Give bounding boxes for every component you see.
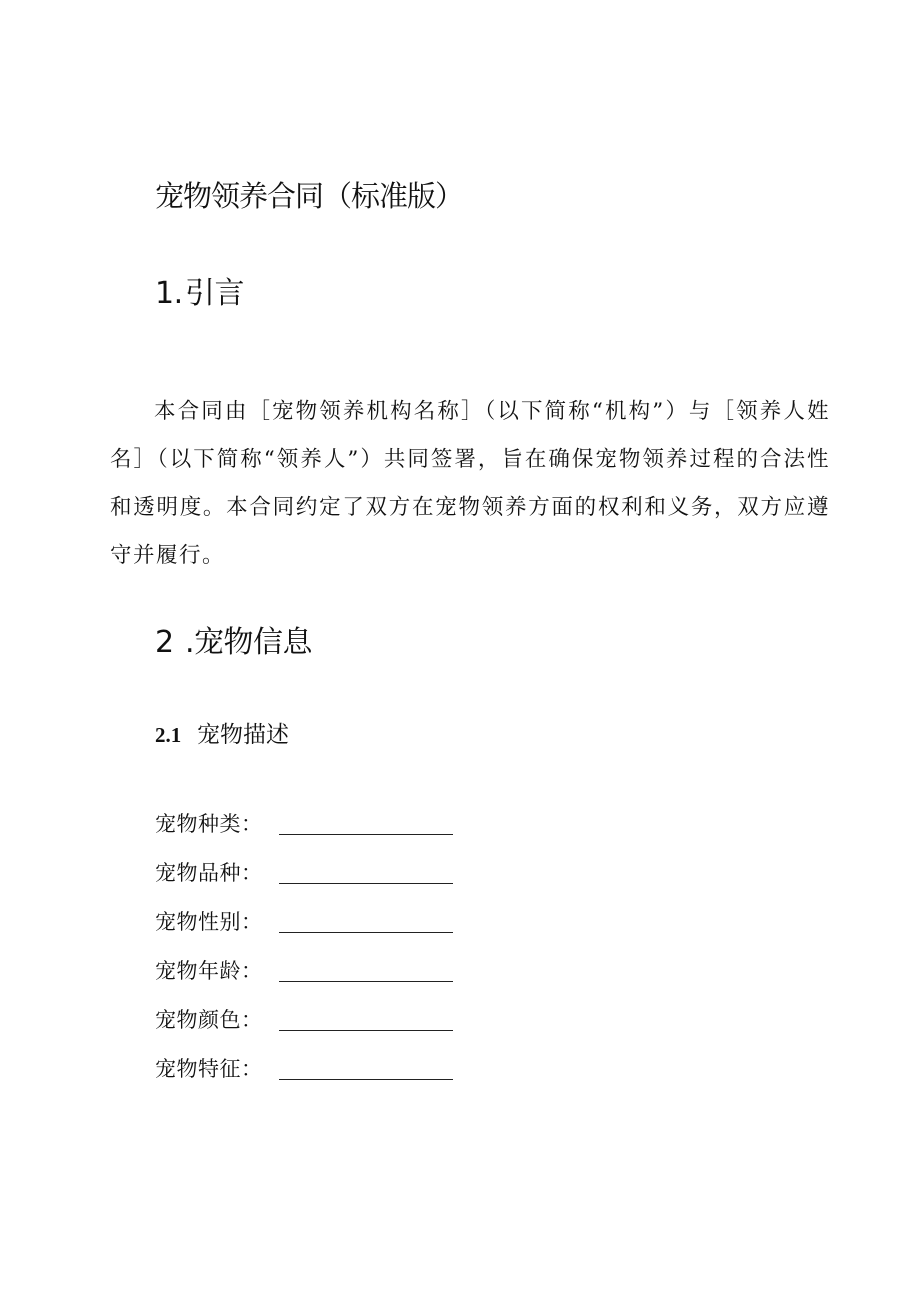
subsection-title: 宠物描述 (197, 722, 289, 748)
pet-gender-blank[interactable] (279, 908, 453, 933)
introduction-paragraph: 本合同由［宠物领养机构名称］（以下简称“机构”）与［领养人姓名］（以下简称“领养人”）共同签署，旨在确保宠物领养过程的合法性和透明度。本合同约定了双方在宠物领养方面的权利和义务，双方应遵守并履行。 (110, 398, 830, 568)
section-heading-pet-info (155, 617, 312, 661)
section-number: 1. (155, 276, 183, 311)
pet-color-blank[interactable] (279, 1006, 453, 1031)
section-title: .宠物信息 (185, 625, 313, 660)
form-row-pet-age (155, 955, 453, 1004)
field-label: 宠物年龄： (155, 959, 263, 983)
subsection-heading-pet-description (155, 716, 289, 749)
pet-description-form (155, 808, 453, 1102)
section-number: 2 (155, 625, 174, 660)
section-heading-introduction (155, 268, 244, 312)
form-row-pet-breed (155, 857, 453, 906)
pet-age-blank[interactable] (279, 957, 453, 982)
pet-features-blank[interactable] (279, 1055, 453, 1080)
field-label: 宠物种类： (155, 812, 263, 836)
section-title: 引言 (185, 276, 244, 311)
field-label: 宠物性别： (155, 910, 263, 934)
form-row-pet-color (155, 1004, 453, 1053)
form-row-pet-gender (155, 906, 453, 955)
field-label: 宠物品种： (155, 861, 263, 885)
document-title: 宠物领养合同（标准版） (155, 179, 464, 213)
subsection-number: 2.1 (155, 723, 182, 747)
field-label: 宠物特征： (155, 1057, 263, 1081)
pet-species-blank[interactable] (279, 810, 453, 835)
form-row-pet-species (155, 808, 453, 857)
field-label: 宠物颜色： (155, 1008, 263, 1032)
pet-breed-blank[interactable] (279, 859, 453, 884)
form-row-pet-features (155, 1053, 453, 1102)
